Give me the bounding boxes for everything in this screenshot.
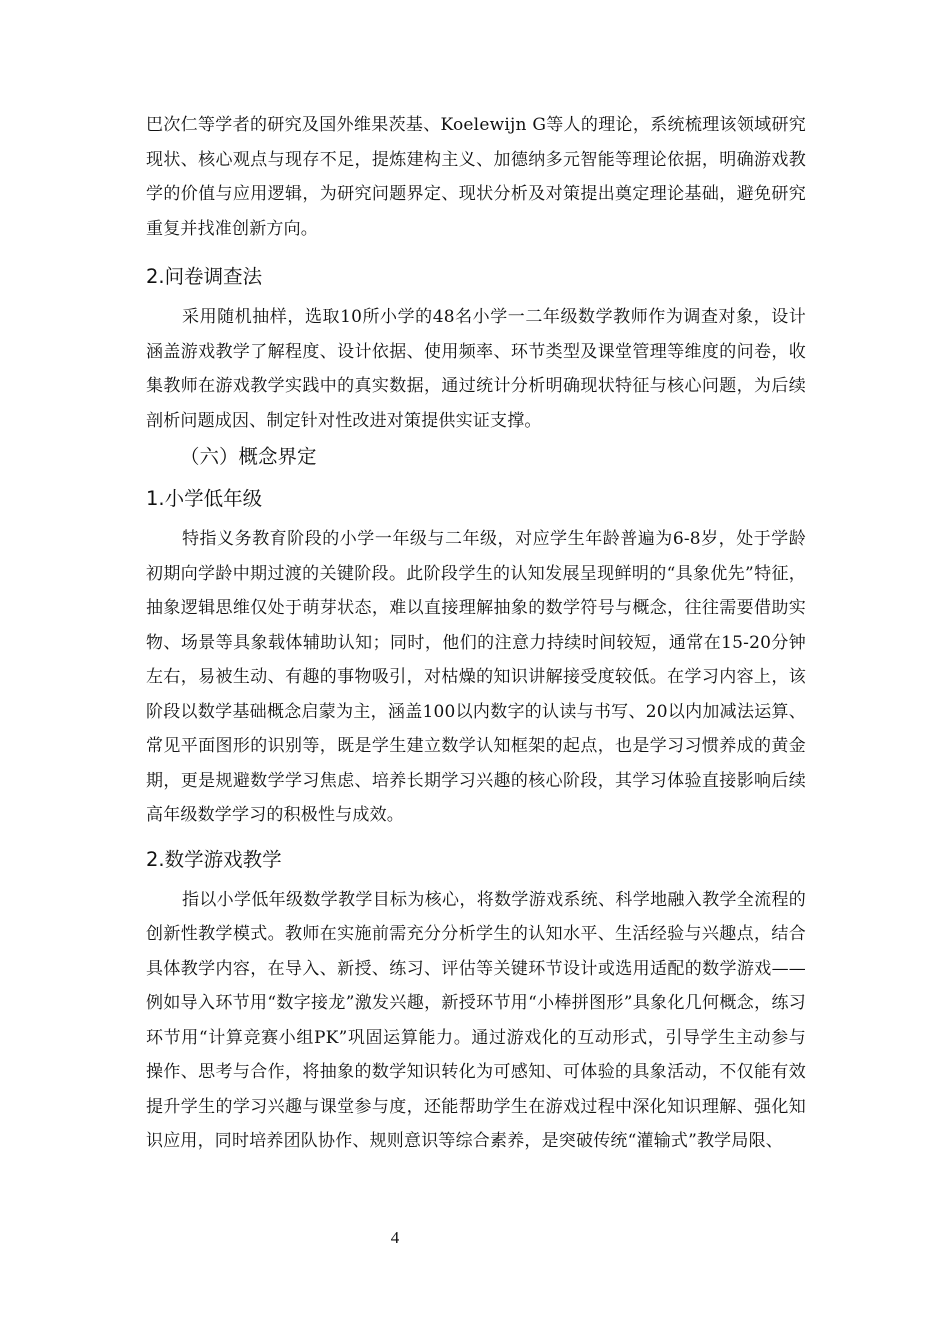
heading-lower-grade: 1.小学低年级: [146, 487, 263, 510]
heading-concept-definition: （六）概念界定: [180, 445, 317, 468]
page-number: 4: [390, 1228, 400, 1247]
paragraph-math-game-teaching: 指以小学低年级数学教学目标为核心，将数学游戏系统、科学地融入教学全流程的创新性教学模式。教师在实施前需充分分析学生的认知水平、生活经验与兴趣点，结合具体教学内容，在导入、新授、练习、评估等关键环节设计或选用适配的数学游戏——例如导入环节用“数字接龙”激发兴趣，新授环节用“小棒拼图形”具象化几何概念，练习环节用“计算竞赛小组PK”巩固运算能力。通过游戏化的互动形式，引导学生主动参与操作、思考与合作，将抽象的数学知识转化为可感知、可体验的具象活动，不仅能有效提升学生的学习兴趣与课堂参与度，还能帮助学生在游戏过程中深化知识理解、强化知识应用，同时培养团队协作、规则意识等综合素养，是突破传统“灌输式”教学局限、: [146, 889, 806, 1151]
paragraph-literature-review: 巴次仁等学者的研究及国外维果茨基、Koelewijn G等人的理论，系统梳理该领域研究现状、核心观点与现存不足，提炼建构主义、加德纳多元智能等理论依据，明确游戏教学的价值与应用逻辑，为研究问题界定、现状分析及对策提出奠定理论基础，避免研究重复并找准创新方向。: [146, 115, 806, 239]
heading-math-game-teaching: 2.数学游戏教学: [146, 847, 282, 871]
page-body: [146, 108, 806, 1159]
heading-questionnaire-method: 2.问卷调查法: [146, 265, 263, 288]
paragraph-lower-grade: 特指义务教育阶段的小学一年级与二年级，对应学生年龄普遍为6-8岁，处于学龄初期向学龄中期过渡的关键阶段。此阶段学生的认知发展呈现鲜明的“具象优先”特征，抽象逻辑思维仅处于萌芽状态，难以直接理解抽象的数学符号与概念，往往需要借助实物、场景等具象载体辅助认知；同时，他们的注意力持续时间较短，通常在15-20分钟左右，易被生动、有趣的事物吸引，对枯燥的知识讲解接受度较低。在学习内容上，该阶段以数学基础概念启蒙为主，涵盖100以内数字的认读与书写、20以内加减法运算、常见平面图形的识别等，既是学生建立数学认知框架的起点，也是学习习惯养成的黄金期，更是规避数学学习焦虑、培养长期学习兴趣的核心阶段，其学习体验直接影响后续高年级数学学习的积极性与成效。: [146, 529, 806, 825]
paragraph-questionnaire: 采用随机抽样，选取10所小学的48名小学一二年级数学教师作为调查对象，设计涵盖游戏教学了解程度、设计依据、使用频率、环节类型及课堂管理等维度的问卷，收集教师在游戏教学实践中的真实数据，通过统计分析明确现状特征与核心问题，为后续剖析问题成因、制定针对性改进对策提供实证支撑。: [146, 307, 806, 431]
